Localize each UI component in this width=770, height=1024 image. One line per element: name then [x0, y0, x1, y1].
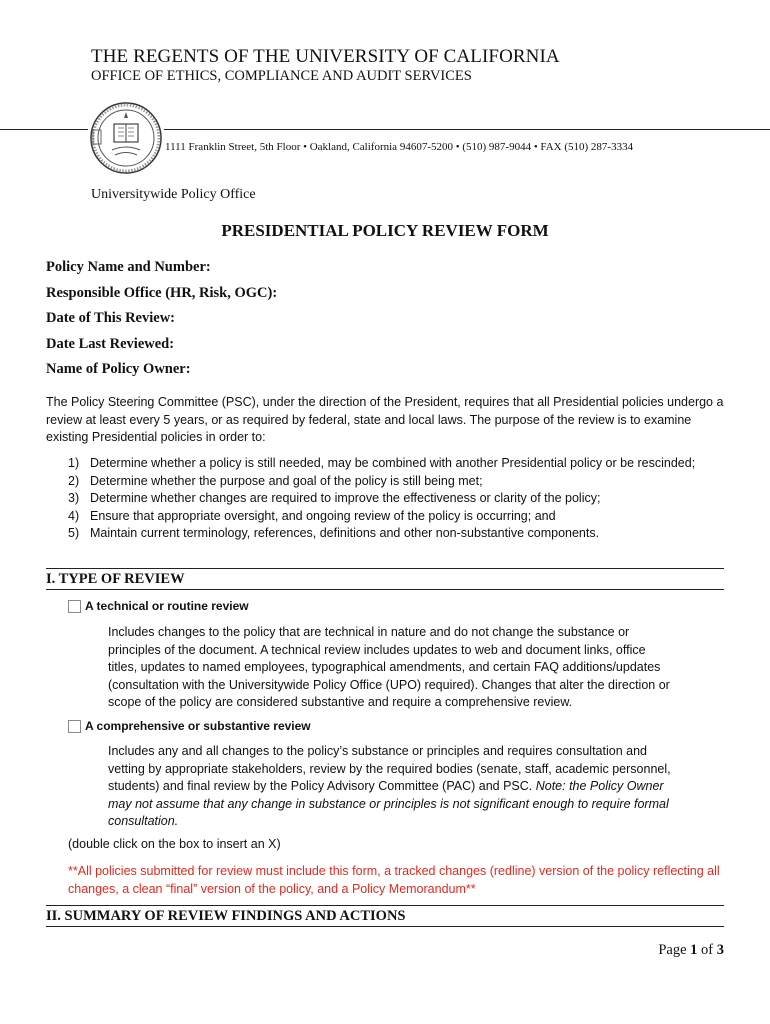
list-number: 4) — [68, 508, 80, 523]
comprehensive-review-description — [108, 743, 676, 831]
list-text: Ensure that appropriate oversight, and ongoing review of the policy is occurring; and — [90, 508, 556, 523]
list-number: 5) — [68, 526, 80, 540]
technical-review-checkbox[interactable] — [68, 600, 81, 613]
section1-heading: I. TYPE OF REVIEW — [46, 571, 185, 587]
office-name: OFFICE OF ETHICS, COMPLIANCE AND AUDIT SERVICES — [91, 68, 472, 84]
comprehensive-review-note: Note: the Policy Owner may not assume that any change in substance or principles is not significant enough to require formal consultation. — [108, 779, 669, 828]
list-item — [68, 473, 748, 491]
intro-paragraph: The Policy Steering Committee (PSC), under the direction of the President, requires that all Presidential policies undergo a review at least every 5 years, or as required by federal, state and local laws. The purpose of the review is to examine existing Presidential policies in order to: — [46, 395, 724, 444]
university-name: THE REGENTS OF THE UNIVERSITY OF CALIFORNIA — [91, 46, 560, 67]
of-word: of — [701, 942, 714, 958]
page-total: 3 — [716, 942, 724, 958]
form-title: PRESIDENTIAL POLICY REVIEW FORM — [221, 221, 549, 240]
address-line: 1111 Franklin Street, 5th Floor • Oakland, California 94607-5200 • (510) 987-9044 • FAX (510) 287-3334 — [165, 141, 634, 153]
checkbox-instruction: (double click on the box to insert an X) — [68, 837, 281, 851]
list-number: 1) — [68, 456, 80, 470]
comprehensive-review-text: Includes any and all changes to the policy’s substance or principles and requires consultation and vetting by appropriate stakeholders, review by the required bodies (senate, staff, academic personnel, students) and final review by the Policy Advisory Committee (PAC) and PSC. — [108, 744, 671, 793]
field-policy-name: Policy Name and Number: — [46, 259, 211, 275]
field-date-of-review: Date of This Review: — [46, 310, 176, 326]
field-date-last-reviewed: Date Last Reviewed: — [46, 336, 175, 352]
page-word: Page — [658, 942, 687, 958]
university-seal-icon — [88, 100, 164, 176]
list-text: Determine whether changes are required to improve the effectiveness or clarity of the policy; — [90, 491, 601, 505]
page-current: 1 — [690, 942, 698, 958]
section1-top-rule — [46, 568, 724, 569]
technical-review-label: A technical or routine review — [85, 599, 249, 613]
comprehensive-review-label: A comprehensive or substantive review — [85, 719, 311, 733]
purpose-list — [68, 455, 748, 543]
technical-review-description: Includes changes to the policy that are technical in nature and do not change the substance or principles of the document. A technical review includes updates to web and document links, office titles, updates to named employees, typographical amendments, and certain FAQ additions/updates (consultation with the Universitywide Policy Office (UPO) required). Changes that alter the direction or scope of the policy are considered substantive and require a comprehensive review. — [108, 625, 670, 709]
list-text: Determine whether the purpose and goal of the policy is still being met; — [90, 473, 483, 488]
comprehensive-review-checkbox[interactable] — [68, 720, 81, 733]
field-policy-owner: Name of Policy Owner: — [46, 361, 191, 377]
section2-heading: II. SUMMARY OF REVIEW FINDINGS AND ACTIONS — [46, 908, 406, 924]
list-item — [68, 508, 748, 526]
submission-warning: **All policies submitted for review must include this form, a tracked changes (redline) version of the policy reflecting all changes, a clean “final” version of the policy, and a Policy Memorandum** — [68, 864, 720, 896]
option-comprehensive-review — [68, 719, 311, 733]
list-number: 3) — [68, 491, 80, 505]
field-responsible-office: Responsible Office (HR, Risk, OGC): — [46, 285, 278, 301]
list-text: Maintain current terminology, references, definitions and other non-substantive components. — [90, 526, 600, 540]
section2-bottom-rule — [46, 926, 724, 927]
section2-top-rule — [46, 905, 724, 906]
option-technical-review — [68, 599, 249, 613]
list-number: 2) — [68, 473, 80, 488]
section1-bottom-rule — [46, 589, 724, 590]
list-item — [68, 490, 748, 508]
list-item — [68, 525, 748, 543]
page-indicator — [658, 942, 724, 959]
list-item — [68, 455, 748, 473]
policy-office-label: Universitywide Policy Office — [91, 187, 256, 202]
list-text: Determine whether a policy is still needed, may be combined with another Presidential policy or be rescinded; — [90, 456, 696, 470]
